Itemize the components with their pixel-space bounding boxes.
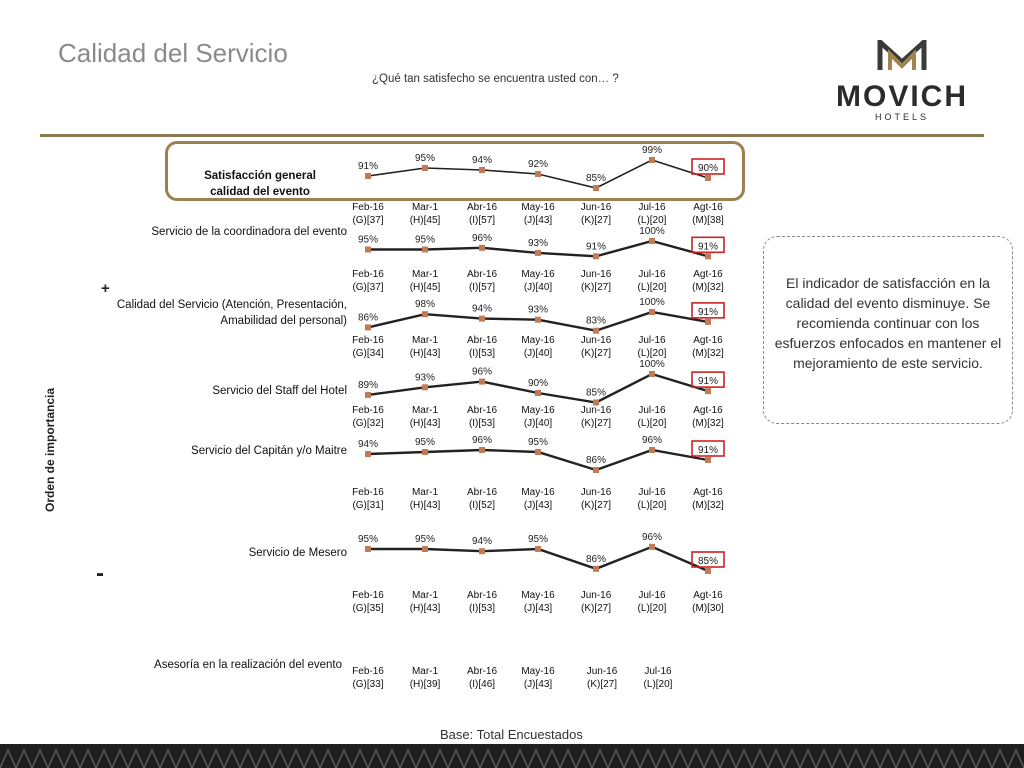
series-2-value-label-0: 86%: [357, 312, 379, 324]
series-4-tick-label-1: Mar-1: [411, 487, 439, 498]
series-0-value-label-6: 90%: [697, 163, 719, 174]
series-2-tick-label-1: Mar-1: [411, 335, 439, 346]
series-6-base-label-1: (H)[39]: [409, 679, 441, 690]
series-1-base-label-6: (M)[32]: [692, 282, 724, 293]
series-4-tick-label-0: Feb-16: [352, 487, 384, 498]
series-5-base-label-4: (K)[27]: [580, 603, 612, 614]
series-2-tick-label-2: Abr-16: [466, 335, 498, 346]
series-4-tick-label-2: Abr-16: [466, 487, 498, 498]
series-5-point-0: [365, 546, 371, 552]
series-2-value-label-1: 98%: [414, 299, 436, 311]
series-4-base-label-2: (I)[52]: [468, 500, 496, 511]
series-0-tick-label-1: Mar-1: [411, 202, 439, 213]
series-6-tick-label-1: Mar-1: [411, 666, 439, 677]
series-2-tick-label-6: Agt-16: [693, 335, 723, 346]
series-5-value-label-0: 95%: [357, 534, 379, 545]
series-1-base-label-1: (H)[45]: [409, 282, 441, 293]
series-1-tick-label-1: Mar-1: [411, 269, 439, 280]
series-1-base-label-3: (J)[40]: [523, 282, 553, 293]
series-1-tick-label-6: Agt-16: [693, 269, 723, 280]
series-6-base-label-3: (J)[43]: [523, 679, 553, 690]
series-3-point-6: [705, 388, 711, 394]
series-6-tick-label-4: Jun-16: [586, 666, 618, 677]
series-1-base-label-5: (L)[20]: [637, 282, 667, 293]
series-3-point-0: [365, 392, 371, 398]
series-5-value-label-5: 96%: [641, 531, 663, 543]
series-2-point-1: [422, 311, 428, 317]
series-4-base-label-5: (L)[20]: [637, 500, 667, 511]
series-5-point-6: [705, 568, 711, 574]
series-3-value-label-3: 90%: [527, 378, 549, 389]
series-1-point-3: [535, 250, 541, 256]
series-6-base-label-4: (K)[27]: [586, 679, 618, 690]
series-1-value-label-5: 100%: [639, 226, 665, 237]
series-2-value-label-2: 94%: [471, 303, 493, 315]
series-4-value-label-0: 94%: [357, 439, 379, 450]
series-1-point-6: [705, 253, 711, 259]
series-2-point-6: [705, 319, 711, 325]
logo-subtext: HOTELS: [874, 112, 930, 122]
row-label-0: Satisfacción general calidad del evento: [204, 170, 316, 198]
series-5-tick-label-2: Abr-16: [466, 590, 498, 601]
series-2-base-label-0: (G)[34]: [352, 348, 384, 359]
series-4-point-2: [479, 447, 485, 453]
series-5-tick-label-3: May-16: [521, 590, 555, 601]
series-1-value-label-6: 91%: [697, 241, 719, 253]
series-4-value-label-2: 96%: [471, 435, 493, 446]
series-5-value-label-4: 86%: [585, 553, 607, 565]
series-3-value-label-6: 91%: [697, 376, 719, 388]
series-1-value-label-4: 91%: [585, 241, 607, 253]
series-0-point-6: [705, 175, 711, 181]
series-0-base-label-2: (I)[57]: [468, 215, 496, 226]
series-0-value-label-3: 92%: [527, 159, 549, 170]
series-0-point-3: [535, 171, 541, 177]
series-0-value-label-2: 94%: [471, 155, 493, 166]
series-2-base-label-5: (L)[20]: [637, 348, 667, 359]
series-4-point-1: [422, 449, 428, 455]
series-0-tick-label-3: May-16: [521, 202, 555, 213]
series-3-tick-label-2: Abr-16: [466, 405, 498, 416]
series-6-base-label-0: (G)[33]: [352, 679, 384, 690]
series-4-point-6: [705, 457, 711, 463]
series-1-point-1: [422, 247, 428, 253]
series-6-base-label-2: (I)[46]: [468, 679, 496, 690]
series-2-base-label-6: (M)[32]: [692, 348, 724, 359]
series-5-tick-label-6: Agt-16: [693, 590, 723, 601]
series-4-value-label-3: 95%: [527, 437, 549, 448]
series-1-value-label-1: 95%: [414, 234, 436, 246]
series-2-value-label-4: 83%: [585, 315, 607, 327]
series-5-value-label-6: 85%: [697, 556, 719, 567]
series-4-value-label-4: 86%: [585, 455, 607, 466]
series-4-base-label-1: (H)[43]: [409, 500, 441, 511]
series-3-base-label-4: (K)[27]: [580, 418, 612, 429]
series-0-value-label-4: 85%: [585, 173, 607, 184]
series-5-value-label-2: 94%: [471, 536, 493, 548]
series-4-tick-label-5: Jul-16: [638, 487, 666, 498]
series-3-value-label-1: 93%: [414, 372, 436, 384]
series-4-value-label-1: 95%: [414, 437, 436, 448]
series-0-tick-label-6: Agt-16: [693, 202, 723, 213]
row-label-6: Asesoría en la realización del evento: [154, 659, 342, 671]
series-0-value-label-0: 91%: [357, 161, 379, 172]
series-0-point-0: [365, 173, 371, 179]
series-3-tick-label-6: Agt-16: [693, 405, 723, 416]
series-2-tick-label-3: May-16: [521, 335, 555, 346]
series-5-point-3: [535, 546, 541, 552]
series-3-base-label-5: (L)[20]: [637, 418, 667, 429]
series-4-point-3: [535, 449, 541, 455]
series-3-value-label-0: 89%: [357, 379, 379, 391]
series-5-base-label-3: (J)[43]: [523, 603, 553, 614]
series-0-base-label-0: (G)[37]: [352, 215, 384, 226]
series-0-value-label-1: 95%: [414, 153, 436, 164]
series-0-value-label-5: 99%: [641, 145, 663, 156]
page-subtitle: ¿Qué tan satisfecho se encuentra usted con… ?: [372, 73, 619, 85]
series-3-point-3: [535, 390, 541, 396]
series-2-base-label-4: (K)[27]: [580, 348, 612, 359]
page-title: Calidad del Servicio: [58, 38, 288, 68]
series-5-value-label-3: 95%: [527, 534, 549, 545]
series-4-tick-label-6: Agt-16: [693, 487, 723, 498]
series-1-point-5: [649, 238, 655, 244]
series-4-base-label-0: (G)[31]: [352, 500, 384, 511]
series-3-base-label-2: (I)[53]: [468, 418, 496, 429]
series-3-base-label-0: (G)[32]: [352, 418, 384, 429]
base-label: Base: Total Encuestados: [440, 727, 583, 742]
series-2-tick-label-0: Feb-16: [352, 335, 384, 346]
series-2-base-label-1: (H)[43]: [409, 348, 441, 359]
series-0-tick-label-2: Abr-16: [466, 202, 498, 213]
series-1-tick-label-0: Feb-16: [352, 269, 384, 280]
series-5-base-label-6: (M)[30]: [692, 603, 724, 614]
series-5-base-label-2: (I)[53]: [468, 603, 496, 614]
minus-sign: -: [96, 560, 104, 587]
series-5-base-label-0: (G)[35]: [352, 603, 384, 614]
series-1-tick-label-2: Abr-16: [466, 269, 498, 280]
series-5-point-1: [422, 546, 428, 552]
series-0-base-label-3: (J)[43]: [523, 215, 553, 226]
decorative-footer-band: [0, 744, 1024, 768]
series-0-base-label-4: (K)[27]: [580, 215, 612, 226]
row-label-3: Servicio del Staff del Hotel: [212, 385, 347, 397]
series-4-base-label-4: (K)[27]: [580, 500, 612, 511]
series-0-base-label-1: (H)[45]: [409, 215, 441, 226]
series-1-base-label-0: (G)[37]: [352, 282, 384, 293]
series-1-base-label-2: (I)[57]: [468, 282, 496, 293]
series-5-point-4: [593, 566, 599, 572]
series-3-tick-label-0: Feb-16: [352, 405, 384, 416]
series-4-tick-label-4: Jun-16: [580, 487, 612, 498]
series-6-tick-label-3: May-16: [521, 666, 555, 677]
series-3-value-label-4: 85%: [585, 387, 607, 399]
series-4-point-4: [593, 467, 599, 473]
series-0-point-2: [479, 167, 485, 173]
series-4-value-label-6: 91%: [697, 445, 719, 456]
series-3-tick-label-4: Jun-16: [580, 405, 612, 416]
series-6-tick-label-5: Jul-16: [644, 666, 672, 677]
row-label-4: Servicio del Capitán y/o Maitre: [191, 445, 347, 457]
series-0-point-5: [649, 157, 655, 163]
series-3-value-label-5: 100%: [639, 359, 665, 370]
series-0-point-1: [422, 165, 428, 171]
row-label-1: Servicio de la coordinadora del evento: [151, 226, 347, 238]
series-6-tick-label-0: Feb-16: [352, 666, 384, 677]
series-2-point-2: [479, 316, 485, 322]
series-0-base-label-6: (M)[38]: [692, 215, 724, 226]
series-4-base-label-6: (M)[32]: [692, 500, 724, 511]
series-5-value-label-1: 95%: [414, 534, 436, 545]
series-1-tick-label-4: Jun-16: [580, 269, 612, 280]
row-label-5: Servicio de Mesero: [248, 547, 347, 559]
series-2-point-5: [649, 309, 655, 315]
series-4-point-5: [649, 447, 655, 453]
series-6-tick-label-2: Abr-16: [466, 666, 498, 677]
series-5-point-2: [479, 548, 485, 554]
series-2-point-3: [535, 317, 541, 323]
series-1-point-4: [593, 253, 599, 259]
series-3-tick-label-3: May-16: [521, 405, 555, 416]
series-5-tick-label-5: Jul-16: [638, 590, 666, 601]
series-3-base-label-1: (H)[43]: [409, 418, 441, 429]
series-3-base-label-6: (M)[32]: [692, 418, 724, 429]
series-3-value-label-2: 96%: [471, 366, 493, 378]
series-2-value-label-5: 100%: [639, 297, 665, 308]
series-4-tick-label-3: May-16: [521, 487, 555, 498]
series-5-base-label-1: (H)[43]: [409, 603, 441, 614]
series-2-point-0: [365, 324, 371, 330]
series-2-value-label-3: 93%: [527, 304, 549, 316]
series-5-tick-label-4: Jun-16: [580, 590, 612, 601]
series-3-point-2: [479, 379, 485, 385]
series-1-point-0: [365, 247, 371, 253]
series-2-value-label-6: 91%: [697, 306, 719, 318]
series-1-tick-label-5: Jul-16: [638, 269, 666, 280]
series-1-point-2: [479, 245, 485, 251]
series-3-tick-label-5: Jul-16: [638, 405, 666, 416]
series-1-base-label-4: (K)[27]: [580, 282, 612, 293]
series-5-base-label-5: (L)[20]: [637, 603, 667, 614]
axis-title-importance: Orden de importancia: [43, 387, 57, 512]
series-1-tick-label-3: May-16: [521, 269, 555, 280]
series-3-base-label-3: (J)[40]: [523, 418, 553, 429]
series-3-point-1: [422, 384, 428, 390]
series-1-value-label-0: 95%: [357, 234, 379, 246]
row-label-2: Calidad del Servicio (Atención, Presentación, Amabilidad del personal): [116, 299, 347, 327]
series-2-tick-label-4: Jun-16: [580, 335, 612, 346]
series-2-base-label-2: (I)[53]: [468, 348, 496, 359]
recommendation-note: El indicador de satisfacción en la calidad del evento disminuye. Se recomienda continuar con los esfuerzos enfocados en mantener el mejoramiento de este servicio.: [763, 236, 1013, 424]
series-0-tick-label-0: Feb-16: [352, 202, 384, 213]
series-4-value-label-5: 96%: [641, 435, 663, 446]
series-5-point-5: [649, 544, 655, 550]
series-3-point-5: [649, 371, 655, 377]
series-0-tick-label-5: Jul-16: [638, 202, 666, 213]
series-6-base-label-5: (L)[20]: [643, 679, 673, 690]
logo-wordmark: MOVICH: [836, 80, 968, 113]
plus-sign: +: [101, 280, 110, 297]
series-5-tick-label-0: Feb-16: [352, 590, 384, 601]
series-4-point-0: [365, 451, 371, 457]
series-2-point-4: [593, 328, 599, 334]
series-2-tick-label-5: Jul-16: [638, 335, 666, 346]
series-0-tick-label-4: Jun-16: [580, 202, 612, 213]
series-0-point-4: [593, 185, 599, 191]
series-0-base-label-5: (L)[20]: [637, 215, 667, 226]
series-5-tick-label-1: Mar-1: [411, 590, 439, 601]
series-3-tick-label-1: Mar-1: [411, 405, 439, 416]
series-4-base-label-3: (J)[43]: [523, 500, 553, 511]
series-2-base-label-3: (J)[40]: [523, 348, 553, 359]
series-1-value-label-3: 93%: [527, 237, 549, 249]
series-1-value-label-2: 96%: [471, 232, 493, 244]
